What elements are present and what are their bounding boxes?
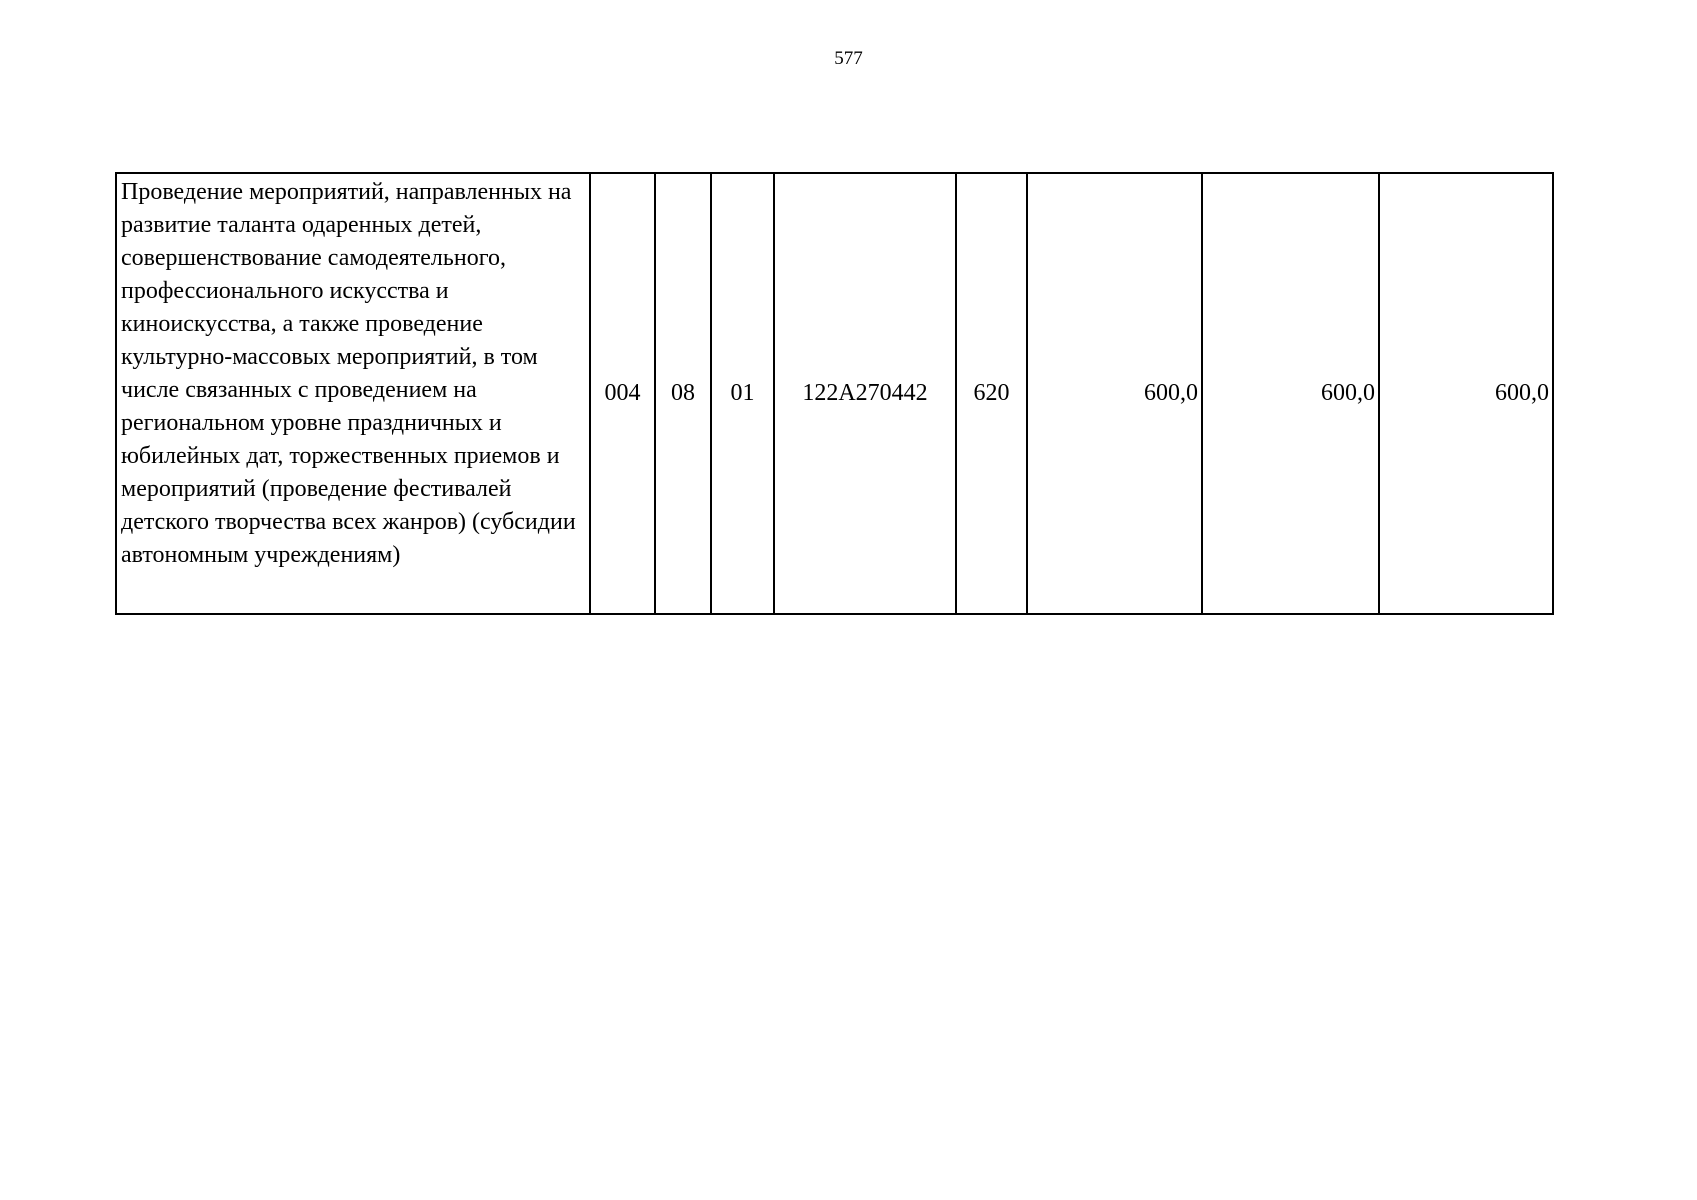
ministry-code-cell: 004 — [590, 173, 655, 614]
amount-cell-3: 600,0 — [1379, 173, 1553, 614]
amount-cell-1: 600,0 — [1027, 173, 1202, 614]
expense-type-cell: 620 — [956, 173, 1027, 614]
subsection-code-cell: 01 — [711, 173, 774, 614]
description-cell — [116, 173, 590, 614]
target-article-cell: 122A270442 — [774, 173, 956, 614]
budget-table — [115, 172, 1554, 615]
description-text: Проведение мероприятий, направленных на развитие таланта одаренных детей, совершенствование самодеятельного, профессионального искусства и киноискусства, а также проведение культурно-массовых мероприятий, в том числе связанных с проведением на региональном уровне праздничных и юбилейных дат, торжественных приемов и мероприятий (проведение фестивалей детского творчества всех жанров) (субсидии автономным учреждениям) — [121, 179, 576, 568]
section-code-cell: 08 — [655, 173, 711, 614]
table-row — [116, 173, 1553, 614]
page-number: 577 — [834, 48, 863, 69]
amount-cell-2: 600,0 — [1202, 173, 1379, 614]
